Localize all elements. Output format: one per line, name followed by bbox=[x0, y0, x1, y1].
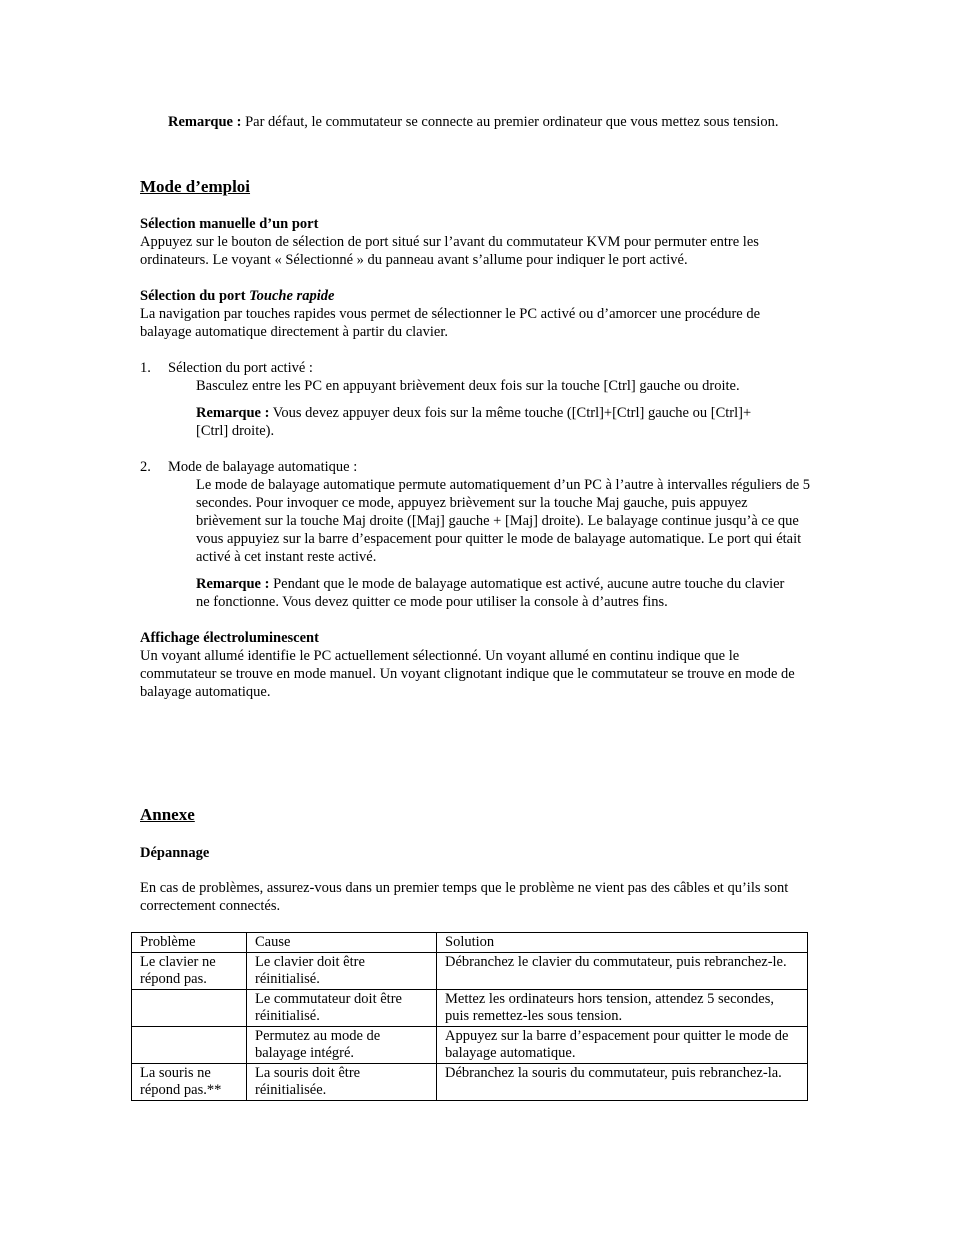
cell-solution: Mettez les ordinateurs hors tension, attendez 5 secondes, puis remettez-les sous tension. bbox=[437, 989, 808, 1026]
display-text: Un voyant allumé identifie le PC actuellement sélectionné. Un voyant allumé en continu indique que le commutateur se trouve en mode manuel. Un voyant clignotant indique que le commutateur se trouve en mode de balayage automatique. bbox=[140, 648, 795, 700]
table-row bbox=[132, 1063, 808, 1100]
cell-cause: Permutez au mode de balayage intégré. bbox=[247, 1026, 437, 1063]
manual-selection-heading: Sélection manuelle d’un port bbox=[140, 216, 319, 232]
troubleshooting-table bbox=[131, 932, 808, 1101]
item-2-text: Le mode de balayage automatique permute automatiquement d’un PC à l’autre à intervalles réguliers de 5 secondes. Pour invoquer ce mode, appuyez brièvement sur la touche Maj gauche, puis appuyez brièvement sur la touche Maj droite ([Maj] gauche + [Maj] droite). Le balayage continue jusqu’à ce que vous appuyiez sur la barre d’espacement pour quitter le mode de balayage automatique. Le port qui était activé à cet instant reste activé. bbox=[196, 477, 811, 565]
item-1-note-label: Remarque : bbox=[196, 405, 270, 421]
header-cause: Cause bbox=[247, 933, 437, 953]
item-2-number: 2. bbox=[140, 459, 151, 475]
cell-cause: Le commutateur doit être réinitialisé. bbox=[247, 989, 437, 1026]
table-header-row bbox=[132, 933, 808, 953]
troubleshooting-heading: Dépannage bbox=[140, 845, 210, 861]
cell-cause: La souris doit être réinitialisée. bbox=[247, 1063, 437, 1100]
hotkey-heading-prefix: Sélection du port bbox=[140, 288, 250, 304]
annex-title: Annexe bbox=[140, 805, 195, 824]
table-row bbox=[132, 952, 808, 989]
hotkey-heading bbox=[140, 287, 334, 305]
item-1-number: 1. bbox=[140, 360, 151, 376]
intro-note-text: Par défaut, le commutateur se connecte au premier ordinateur que vous mettez sous tension. bbox=[241, 114, 779, 130]
hotkey-heading-italic: Touche rapide bbox=[249, 288, 335, 304]
troubleshooting-intro: En cas de problèmes, assurez-vous dans un premier temps que le problème ne vient pas des câbles et qu’ils sont correctement connectés. bbox=[140, 880, 789, 914]
item-1-note bbox=[196, 404, 756, 440]
item-2-note-text: Pendant que le mode de balayage automatique est activé, aucune autre touche du clavier ne fonctionne. Vous devez quitter ce mode pour utiliser la console à d’autres fins. bbox=[196, 576, 785, 610]
cell-solution: Débranchez le clavier du commutateur, puis rebranchez-le. bbox=[437, 952, 808, 989]
item-1-text: Basculez entre les PC en appuyant brièvement deux fois sur la touche [Ctrl] gauche ou droite. bbox=[196, 378, 740, 394]
cell-problem: La souris ne répond pas.** bbox=[132, 1063, 247, 1100]
item-2-note bbox=[196, 575, 786, 611]
cell-solution: Appuyez sur la barre d’espacement pour quitter le mode de balayage automatique. bbox=[437, 1026, 808, 1063]
cell-problem: Le clavier ne répond pas. bbox=[132, 952, 247, 989]
usage-title: Mode d’emploi bbox=[140, 177, 251, 196]
item-2-note-label: Remarque : bbox=[196, 576, 270, 592]
item-1-title: Sélection du port activé : bbox=[168, 360, 313, 376]
cell-solution: Débranchez la souris du commutateur, puis rebranchez-la. bbox=[437, 1063, 808, 1100]
item-2-title: Mode de balayage automatique : bbox=[168, 459, 358, 475]
header-solution: Solution bbox=[437, 933, 808, 953]
intro-note-label: Remarque : bbox=[168, 114, 242, 130]
table-row bbox=[132, 989, 808, 1026]
intro-note bbox=[168, 113, 788, 131]
manual-selection-text: Appuyez sur le bouton de sélection de port situé sur l’avant du commutateur KVM pour permuter entre les ordinateurs. Le voyant « Sélectionné » du panneau avant s’allume pour indiquer le port activé. bbox=[140, 234, 759, 268]
item-1-note-text: Vous devez appuyer deux fois sur la même touche ([Ctrl]+[Ctrl] gauche ou [Ctrl]+[Ctrl] droite). bbox=[196, 405, 752, 439]
table-row bbox=[132, 1026, 808, 1063]
cell-problem bbox=[132, 1026, 247, 1063]
header-problem: Problème bbox=[132, 933, 247, 953]
display-heading: Affichage électroluminescent bbox=[140, 630, 319, 646]
hotkey-text: La navigation par touches rapides vous permet de sélectionner le PC activé ou d’amorcer une procédure de balayage automatique directement à partir du clavier. bbox=[140, 306, 761, 340]
cell-problem bbox=[132, 989, 247, 1026]
cell-cause: Le clavier doit être réinitialisé. bbox=[247, 952, 437, 989]
